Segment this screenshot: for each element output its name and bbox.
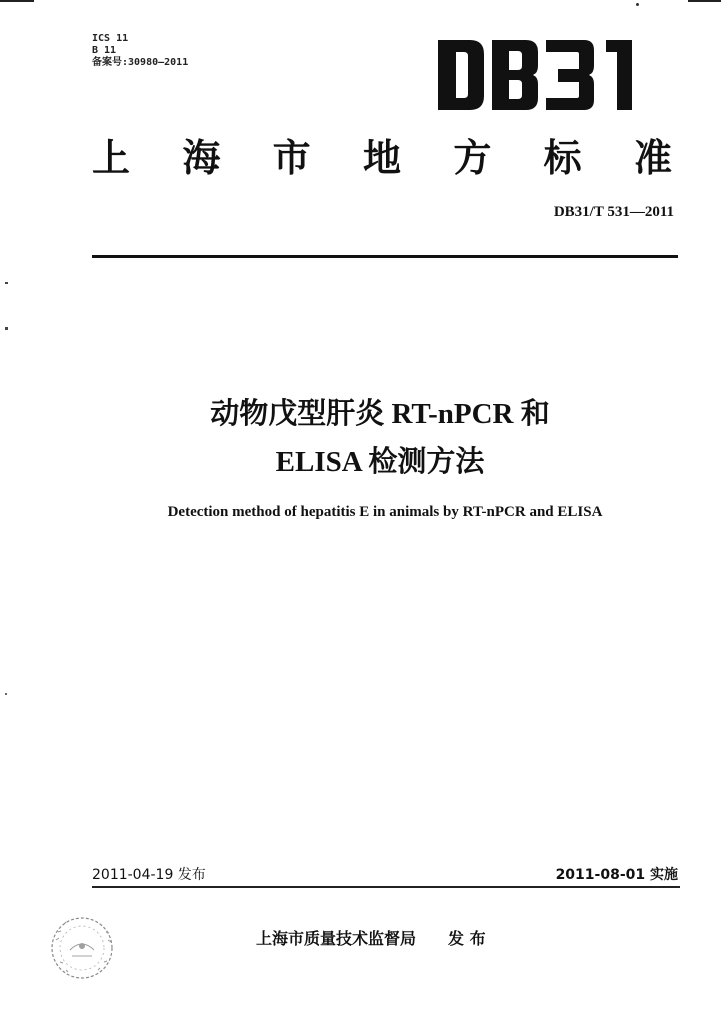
standard-category-title [92, 135, 672, 181]
db31-logo [436, 36, 636, 114]
ccs-code: B 11 [92, 45, 117, 56]
header-char: 准 [633, 135, 672, 180]
header-char: 标 [543, 135, 582, 180]
header-char: 海 [182, 135, 221, 180]
header-divider [92, 255, 678, 258]
header-char: 方 [453, 135, 492, 180]
footer-divider [92, 886, 680, 888]
header-char: 市 [272, 135, 311, 180]
publisher-line [256, 926, 486, 949]
scan-speck [636, 3, 639, 6]
filing-number: 备案号:30980—2011 [92, 57, 189, 68]
document-title-en: Detection method of hepatitis E in animals by RT-nPCR and ELISA [167, 504, 603, 520]
standard-number: DB31/T 531—2011 [553, 204, 674, 220]
header-char: 上 [92, 135, 131, 180]
header-char: 地 [362, 135, 401, 180]
issue-date: 2011-04-19 发布 [92, 867, 206, 883]
ics-code: ICS 11 [92, 33, 129, 44]
scan-edge-mark [688, 0, 721, 2]
scan-speck [5, 693, 7, 695]
official-stamp-image [44, 910, 120, 986]
title-zh-line-2: ELISA 检测方法 [275, 446, 485, 478]
classification-block [92, 33, 188, 69]
scan-edge-mark [0, 0, 34, 2]
publisher-action: 发 布 [448, 929, 486, 948]
title-zh-line-1: 动物戊型肝炎 RT-nPCR 和 [210, 398, 550, 430]
document-title-zh [60, 390, 700, 486]
scan-speck [5, 282, 8, 284]
implementation-date: 2011-08-01 实施 [555, 867, 678, 883]
scan-speck [5, 327, 8, 330]
publisher-name: 上海市质量技术监督局 [256, 929, 417, 948]
